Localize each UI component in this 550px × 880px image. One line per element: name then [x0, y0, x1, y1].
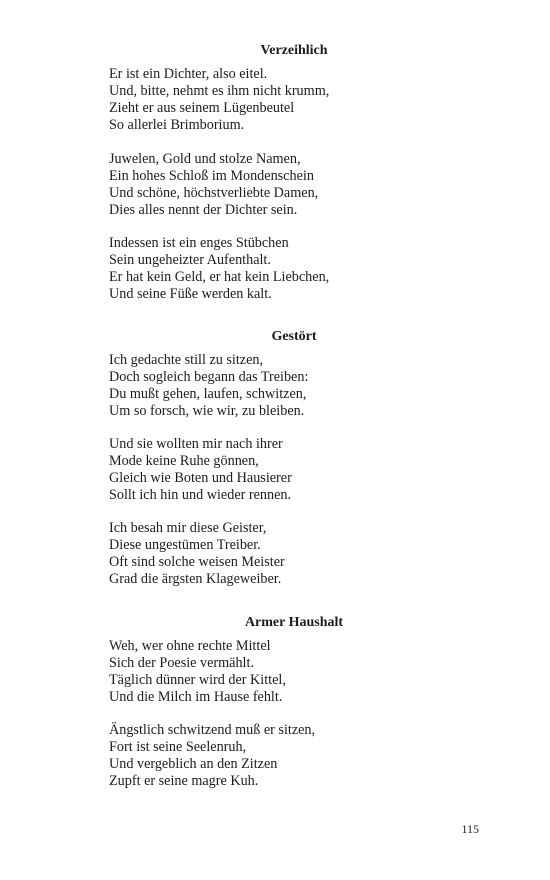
verse-line: Diese ungestümen Treiber. [109, 537, 261, 553]
verse-line: Zieht er aus seinem Lügenbeutel [109, 100, 295, 116]
verse-line: Und vergeblich an den Zitzen [109, 756, 278, 772]
verse-line: Indessen ist ein enges Stübchen [109, 235, 289, 251]
verse-line: Und, bitte, nehmt es ihm nicht krumm, [109, 83, 330, 99]
stanza-2-3 [109, 520, 479, 588]
verse-line: Und die Milch im Hause fehlt. [109, 689, 283, 705]
verse-line: Du mußt gehen, laufen, schwitzen, [109, 386, 307, 402]
verse-line: Ich gedachte still zu sitzen, [109, 352, 264, 368]
stanza-1-2 [109, 151, 479, 219]
stanza-3-1 [109, 638, 479, 706]
verse-line: Grad die ärgsten Klageweiber. [109, 571, 282, 587]
stanza-1-1 [109, 66, 479, 134]
stanza-2-2 [109, 436, 479, 504]
verse-line: Er ist ein Dichter, also eitel. [109, 66, 268, 82]
verse-line: So allerlei Brimborium. [109, 117, 245, 133]
page-number: 115 [461, 822, 479, 836]
verse-line: Ängstlich schwitzend muß er sitzen, [109, 722, 316, 738]
verse-line: Doch sogleich begann das Treiben: [109, 369, 309, 385]
verse-line: Dies alles nennt der Dichter sein. [109, 202, 298, 218]
book-page [109, 0, 479, 880]
stanza-2-1 [109, 352, 479, 420]
verse-line: Weh, wer ohne rechte Mittel [109, 638, 271, 654]
poem-title-armer-haushalt: Armer Haushalt [244, 615, 344, 630]
poem-title-gestoert: Gestört [271, 329, 317, 344]
verse-line: Ein hohes Schloß im Mondenschein [109, 168, 314, 184]
verse-line: Sein ungeheizter Aufenthalt. [109, 252, 271, 268]
verse-line: Und seine Füße werden kalt. [109, 286, 272, 302]
verse-line: Er hat kein Geld, er hat kein Liebchen, [109, 269, 330, 285]
verse-line: Oft sind solche weisen Meister [109, 554, 285, 570]
stanza-3-2 [109, 722, 479, 790]
stanza-1-3 [109, 235, 479, 303]
verse-line: Um so forsch, wie wir, zu bleiben. [109, 403, 305, 419]
poem-title-verzeihlich: Verzeihlich [260, 43, 328, 58]
verse-line: Zupft er seine magre Kuh. [109, 773, 259, 789]
verse-line: Fort ist seine Seelenruh, [109, 739, 247, 755]
verse-line: Mode keine Ruhe gönnen, [109, 453, 259, 469]
verse-line: Gleich wie Boten und Hausierer [109, 470, 292, 486]
verse-line: Sollt ich hin und wieder rennen. [109, 487, 292, 503]
verse-line: Juwelen, Gold und stolze Namen, [109, 151, 301, 167]
verse-line: Sich der Poesie vermählt. [109, 655, 254, 671]
verse-line: Und sie wollten mir nach ihrer [109, 436, 283, 452]
verse-line: Und schöne, höchstverliebte Damen, [109, 185, 319, 201]
verse-line: Ich besah mir diese Geister, [109, 520, 267, 536]
verse-line: Täglich dünner wird der Kittel, [109, 672, 286, 688]
